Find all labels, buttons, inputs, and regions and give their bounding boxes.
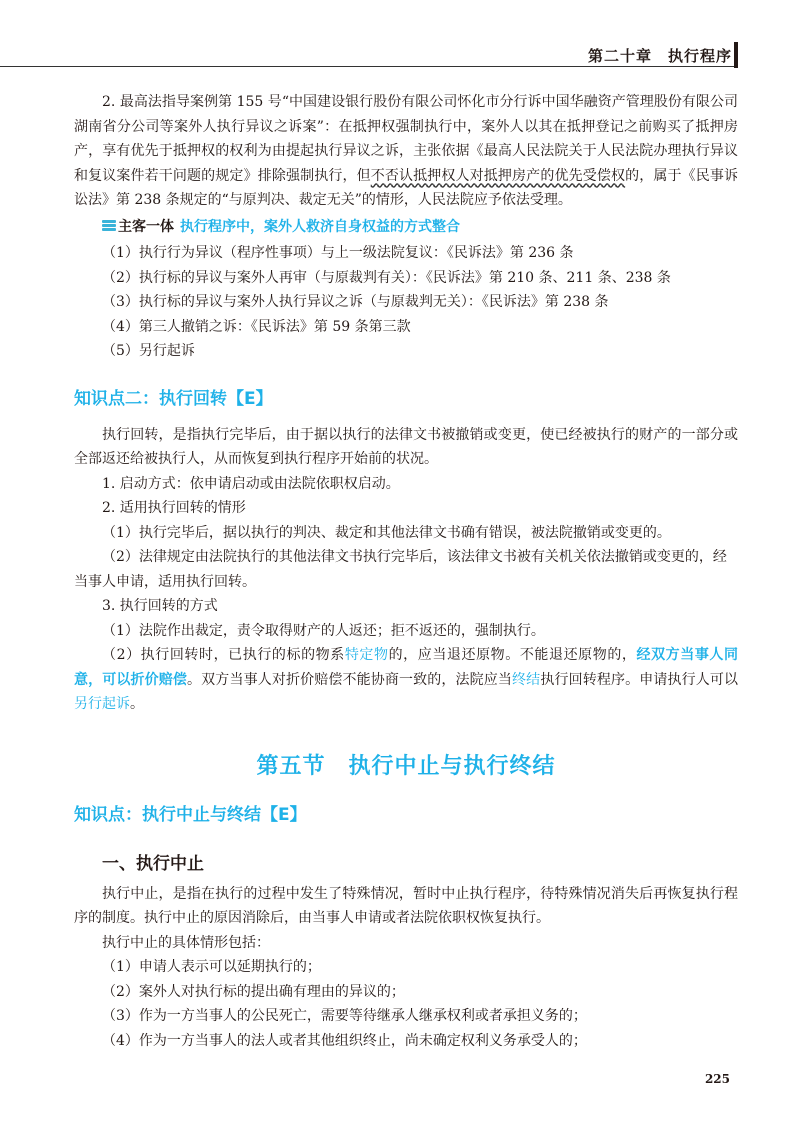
list-item: （1）执行行为异议（程序性事项）与上一级法院复议：《民诉法》第 236 条: [102, 245, 574, 261]
chapter-title: 第二十章 执行程序: [587, 47, 732, 65]
suspension-list-title: 执行中止的具体情形包括：: [102, 934, 270, 951]
section-title: 第五节 执行中止与执行终结: [256, 752, 556, 779]
list-item: （4）作为一方当事人的法人或者其他组织终止，尚未确定权利义务承受人的；: [102, 1032, 587, 1049]
list-item: （4）第三人撤销之诉：《民诉法》第 59 条第三款: [102, 318, 411, 335]
method2-text: 。双方当事人对折价赔偿不能协商一致的，法院应当: [187, 671, 513, 688]
kp2-method-1: （1）法院作出裁定，责令取得财产的人返还；拒不返还的，强制执行。: [102, 622, 545, 639]
list-item: （2）案外人对执行标的提出确有理由的异议的；: [102, 983, 405, 1000]
sub-heading: 一、执行中止: [102, 853, 204, 874]
kp2-situations-title: 2. 适用执行回转的情形: [102, 500, 246, 516]
page-number: 225: [704, 1072, 730, 1086]
method2-text: 的，应当退还原物。不能退还原物的，: [388, 647, 637, 663]
list-item: （3）作为一方当事人的公民死亡，需要等待继承人继承权利或者承担义务的；: [102, 1008, 587, 1024]
list-item: （3）执行标的异议与案外人执行异议之诉（与原裁判无关）：《民诉法》第 238 条: [102, 294, 609, 310]
knowledge-point-heading: 知识点：执行中止与终结【E】: [74, 804, 307, 825]
case-text-underlined: 不否认抵押权人对抵押房产的优先受偿权: [370, 167, 626, 184]
highlight-separate-suit: 另行起诉: [74, 696, 130, 712]
list-item: （5）另行起诉: [102, 343, 195, 359]
header-bar: [734, 42, 738, 68]
kp2-methods-title: 3. 执行回转的方式: [102, 598, 218, 614]
kp2-situation-2: （2）法律规定由法院执行的其他法律文书执行完毕后，该法律文书被有关机关依法撤销或变更的，经当事人申请，适用执行回转。: [74, 549, 727, 590]
case-paragraph: [74, 90, 738, 213]
highlight-specific-item: 特定物: [344, 647, 389, 663]
kp2-method-2: [74, 643, 738, 717]
knowledge-point-heading: 知识点二：执行回转【E】: [74, 388, 273, 409]
kp2-intro: 执行回转，是指执行完毕后，由于据以执行的法律文书被撤销或变更，使已经被执行的财产的一部分或全部返还给被执行人，从而恢复到执行程序开始前的状况。: [74, 426, 738, 467]
method2-text: 执行回转程序。申请执行人可以: [540, 671, 739, 688]
list-item: （2）执行标的异议与案外人再审（与原裁判有关）：《民诉法》第 210 条、211 条、238 条: [102, 269, 671, 286]
suspension-intro: 执行中止，是指在执行的过程中发生了特殊情况，暂时中止执行程序，待特殊情况消失后再恢复执行程序的制度。执行中止的原因消除后，由当事人申请或者法院依职权恢复执行。: [74, 885, 738, 926]
kp2-situation-1: （1）执行完毕后，据以执行的判决、裁定和其他法律文书确有错误，被法院撤销或变更的。: [102, 524, 671, 541]
method2-text: （2）执行回转时，已执行的标的物系: [102, 647, 345, 663]
book-stack-icon: [102, 220, 116, 232]
method2-text: 。: [130, 696, 144, 712]
kp2-start-mode: 1. 启动方式：依申请启动或由法院依职权启动。: [102, 475, 400, 492]
case-text-2: 的，属于《民事诉讼法》第 238 条规定的“与原判决、裁定无关”的情形，人民法院应予依法受理。: [74, 167, 739, 208]
page-content: [74, 90, 738, 1053]
callout-heading: [74, 215, 738, 240]
highlight-compensation: 经双方当事人同意，可以折价赔偿: [74, 647, 739, 688]
callout-subtitle: 执行程序中，案外人救济自身权益的方式整合: [180, 218, 460, 235]
running-header: [0, 0, 800, 68]
case-text-1: 2. 最高法指导案例第 155 号“中国建设银行股份有限公司怀化市分行诉中国华融资产管理股份有限公司湖南省分公司等案外人执行异议之诉案”：在抵押权强制执行中，案外人以其在抵押登记之前购买了抵押房产，享有优先于抵押权的权利为由提起执行异议之诉，主张依据《最高人民法院关于人民法院办理执行异议和复议案件若干问题的规定》排除强制执行，但: [74, 94, 738, 184]
list-item: （1）申请人表示可以延期执行的；: [102, 959, 321, 975]
callout-title: 主客一体: [118, 218, 174, 235]
header-rule: [0, 66, 736, 67]
highlight-terminate: 终结: [512, 671, 541, 688]
